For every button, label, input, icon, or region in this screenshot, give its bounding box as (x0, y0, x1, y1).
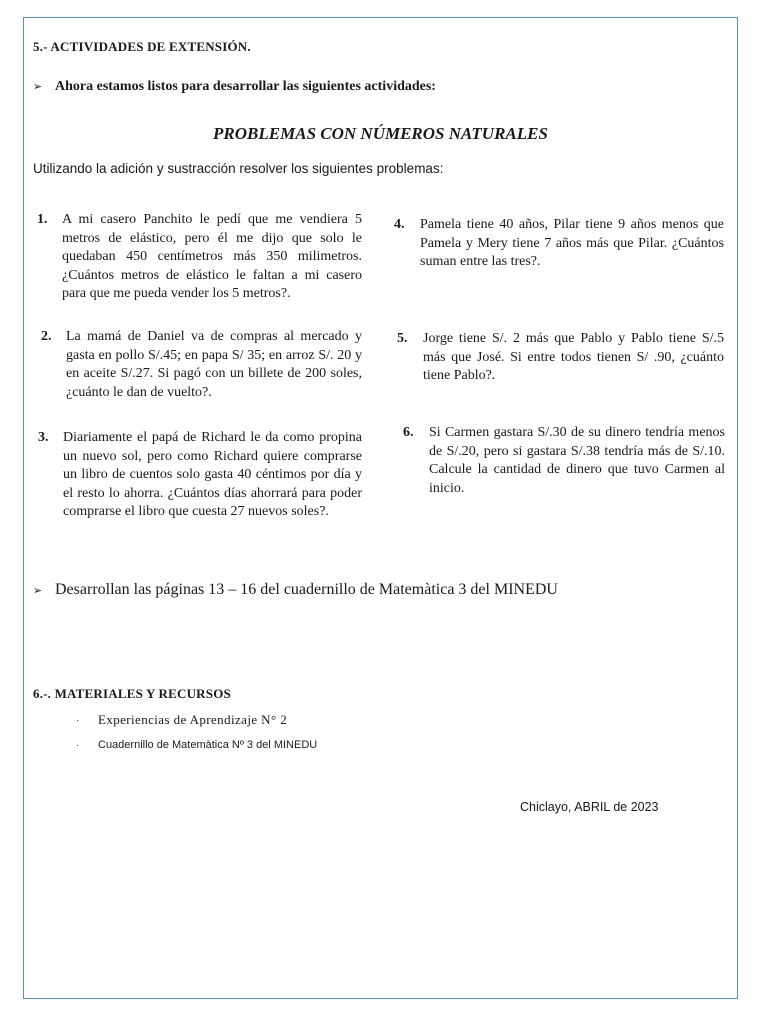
problem-number: 5. (397, 331, 408, 346)
problem-4 (394, 216, 724, 272)
problem-text: La mamá de Daniel va de compras al mercado y gasta en pollo S/.45; en papa S/ 35; en arroz S/. 20 y en aceite S/.27. Si pagó con un billete de 200 soles, ¿cuánto le dan de vuelto?. (66, 329, 362, 400)
problem-number: 2. (41, 329, 52, 344)
intro-text: Utilizando la adición y sustracción resolver los siguientes problemas: (33, 161, 444, 176)
page-title: PROBLEMAS CON NÚMEROS NATURALES (213, 124, 548, 143)
arrow-bullet-icon: ➢ (33, 80, 43, 93)
problem-6 (403, 424, 725, 498)
develop-line (33, 581, 558, 599)
develop-text: Desarrollan las páginas 13 – 16 del cuadernillo de Matemàtica 3 del MINEDU (55, 581, 558, 598)
materials-item (76, 739, 317, 751)
problem-number: 1. (37, 212, 48, 227)
date-line: Chiclayo, ABRIL de 2023 (520, 800, 659, 814)
problem-number: 3. (38, 430, 49, 445)
problem-text: Pamela tiene 40 años, Pilar tiene 9 años menos que Pamela y Mery tiene 7 años más que Pilar. ¿Cuántos suman entre las tres?. (420, 217, 724, 269)
materials-item-text: Experiencias de Aprendizaje N° 2 (98, 712, 288, 727)
problem-text: Si Carmen gastara S/.30 de su dinero tendría menos de S/.20, pero si gastara S/.38 tendría más de S/.10. Calcule la cantidad de dinero que tuvo Carmen al inicio. (429, 425, 725, 496)
arrow-bullet-icon: ➢ (33, 584, 43, 597)
dot-bullet-icon: · (76, 716, 80, 727)
problem-text: A mi casero Panchito le pedí que me vendiera 5 metros de elástico, pero él me dijo que solo le quedaban 450 centímetros más 350 milimetros. ¿Cuántos metros de elástico le faltan a mi casero para que me pueda vender los 5 metros?. (62, 212, 362, 301)
materials-section-title: 6.-. MATERIALES Y RECURSOS (33, 686, 231, 701)
materials-item-text: Cuadernillo de Matemàtica Nº 3 del MINEDU (98, 739, 318, 751)
dot-bullet-icon: · (76, 740, 80, 751)
problem-1 (37, 211, 362, 304)
ready-line (33, 79, 436, 95)
problem-text: Diariamente el papá de Richard le da como propina un nuevo sol, pero como Richard quiere comprarse un libro de cuentos solo gasta 40 céntimos por día y el resto lo ahorra. ¿Cuántos días ahorrará para poder comprarse el libro que cuesta 27 nuevos soles?. (63, 430, 362, 519)
problem-3 (38, 429, 362, 522)
problem-text: Jorge tiene S/. 2 más que Pablo y Pablo tiene S/.5 más que José. Si entre todos tienen S/ .90, ¿cuánto tiene Pablo?. (423, 331, 724, 383)
problem-number: 4. (394, 217, 405, 232)
extension-section-title: 5.- ACTIVIDADES DE EXTENSIÓN. (33, 39, 251, 54)
problem-2 (41, 328, 362, 402)
problem-number: 6. (403, 425, 414, 440)
problem-5 (397, 330, 724, 386)
ready-text: Ahora estamos listos para desarrollar las siguientes actividades: (55, 79, 436, 94)
materials-item (76, 712, 287, 728)
